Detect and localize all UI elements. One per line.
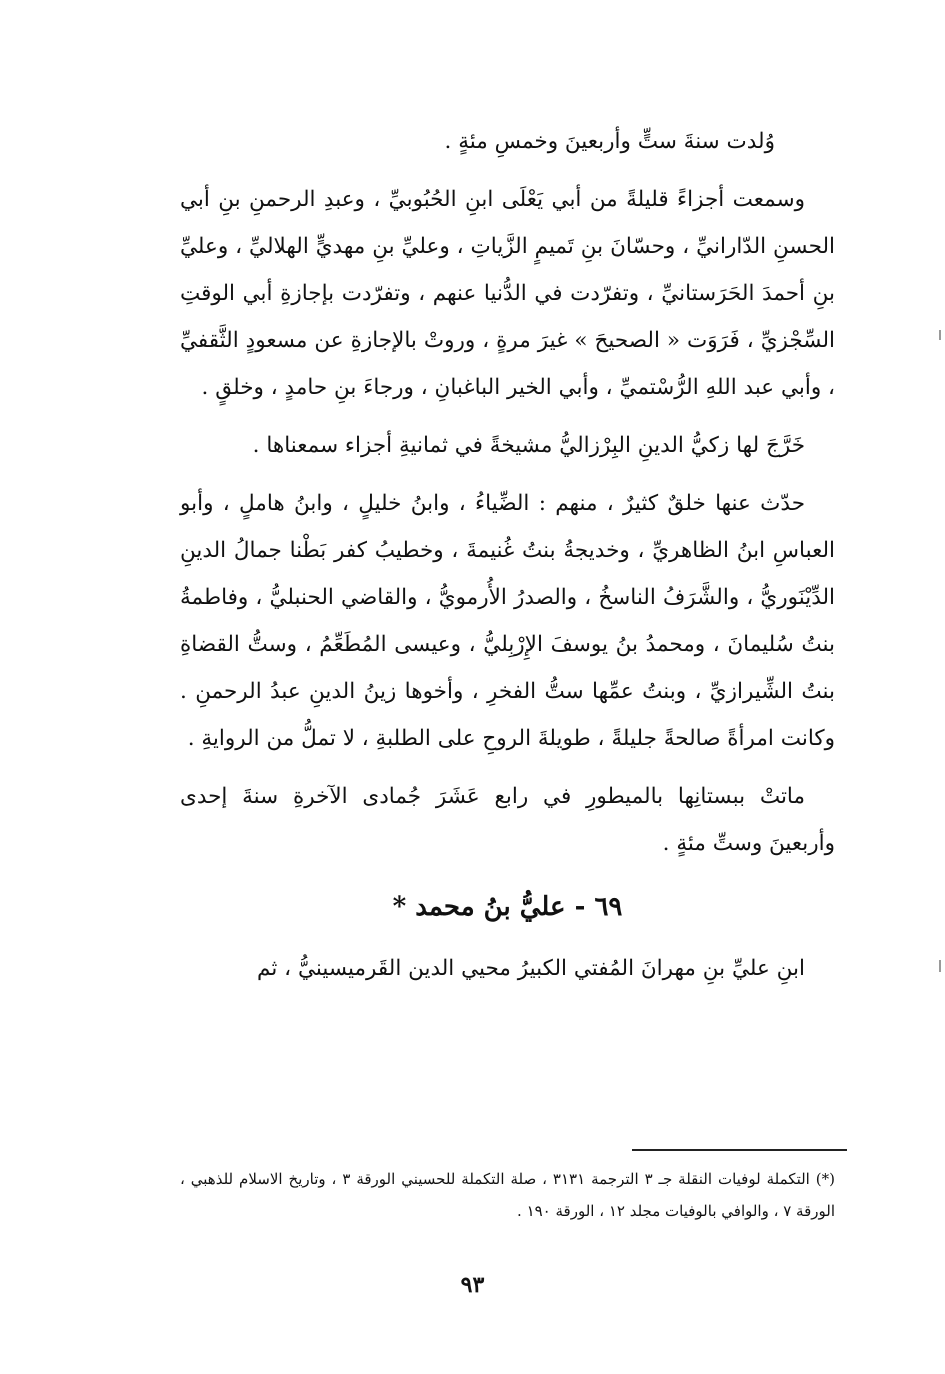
footnote-separator <box>632 1149 847 1151</box>
paragraph-teachers: وسمعت أجزاءً قليلةً من أبي يَعْلَى ابنِ الحُبُوبيِّ ، وعبدِ الرحمنِ بنِ أبي الحسنِ الدّارانيِّ ، وحسّانَ بنِ تَميمٍ الزَّياتِ ، وعليِّ بنِ مهديٍّ الهلاليِّ ، وعليِّ بنِ أحمدَ الحَرَستانيِّ ، وتفرّدت في الدُّنيا عنهم ، وتفرّدت بإجازةِ أبي الوقتِ السِّجْزيِّ ، فَرَوَت « الصحيحَ » غيرَ مرةٍ ، وروتْ بالإجازةِ عن مسعودٍ الثَّقفيِّ ، وأبي عبد اللهِ الرُّسْتميِّ ، وأبي الخير الباغبانِ ، ورجاءَ بنِ حامدٍ ، وخلقٍ . <box>180 187 835 400</box>
scan-edge-mark <box>939 330 941 340</box>
paragraph-entry-start: ابنِ عليِّ بنِ مهرانَ المُفتي الكبيرُ محيي الدين القَرميسينيُّ ، ثم <box>257 956 805 981</box>
paragraph-birth: وُلدت سنةَ ستٍّ وأربعينَ وخمسِ مئةٍ . <box>444 129 775 154</box>
paragraph-death: ماتتْ ببستانِها بالميطورِ في رابع عَشَرَ جُمادى الآخرةِ سنةَ إحدى وأربعينَ وستِّ مئةٍ . <box>180 784 835 856</box>
main-text <box>180 118 835 1003</box>
paragraph-students: حدّث عنها خلقٌ كثيرٌ ، منهم : الضِّياءُ ، وابنُ خليلٍ ، وابنُ هاملٍ ، وأبو العباسِ ابنُ الظاهريِّ ، وخديجةُ بنتُ غُنيمةَ ، وخطيبُ كفر بَطْنا جمالُ الدينِ الدِّيْنَوريُّ ، والشَّرَفُ الناسخُ ، والصدرُ الأُرمويُّ ، والقاضي الحنبليُّ ، وفاطمةُ بنتُ سُليمانَ ، ومحمدُ بنُ يوسفَ الإِرْبِليُّ ، وعيسى المُطَعِّمُ ، وستُّ القضاةِ بنتُ الشِّيرازيِّ ، وبنتُ عمِّها ستُّ الفخرِ ، وأخوها زينُ الدينِ عبدُ الرحمنِ . وكانت امرأةً صالحةً جليلةً ، طويلةَ الروحِ على الطلبةِ ، لا تملُّ من الروايةِ . <box>180 491 835 751</box>
footnote: (*) التكملة لوفيات النقلة جـ ٣ الترجمة ٣١٣١ ، صلة التكملة للحسيني الورقة ٣ ، وتاريخ الاسلام للذهبي ، الورقة ٧ ، والوافي بالوفيات مجلد ١٢ ، الورقة ١٩٠ . <box>180 1170 835 1220</box>
page-number: ٩٣ <box>460 1272 485 1298</box>
scan-edge-mark <box>939 960 941 972</box>
paragraph-mashyakha: خَرَّجَ لها زكيُّ الدينِ البِرْزاليُّ مشيخةً في ثمانيةِ أجزاء سمعناها . <box>252 433 805 458</box>
entry-heading: ٦٩ - عليُّ بنُ محمد * <box>392 892 623 922</box>
